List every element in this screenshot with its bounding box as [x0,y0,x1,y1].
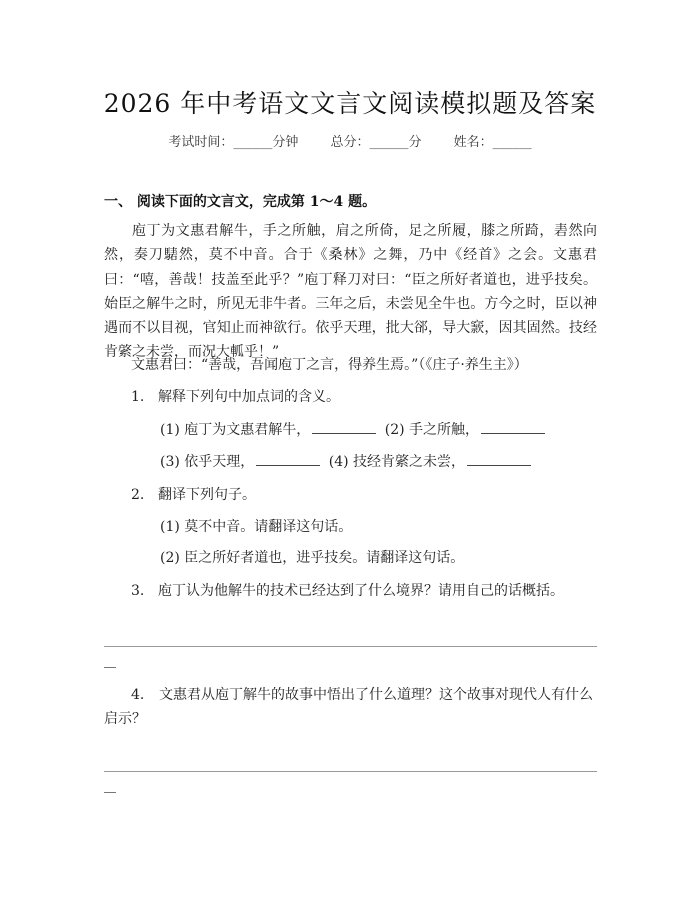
item-label: (4) [328,454,349,470]
answer-blank[interactable] [312,420,376,434]
question-text: 文惠君从庖丁解牛的故事中悟出了什么道理？这个故事对现代人有什么启示？ [104,687,593,727]
passage-conclusion: 文惠君曰：“善哉，吾闻庖丁之言，得养生焉。”（《庄子·养生主》） [131,357,528,373]
exam-score-field: 总分：______分 [330,135,422,150]
answer-line-continuation [104,667,116,668]
answer-blank[interactable] [481,420,545,434]
page-title: 2026 年中考语文文言文阅读模拟题及答案 [103,89,597,118]
answer-line[interactable] [104,771,597,772]
section-heading: 一、 阅读下面的文言文，完成第 1～4 题。 [104,194,377,210]
exam-name-field: 姓名：______ [453,135,532,150]
exam-meta [0,131,700,150]
question-number: 2. [131,487,145,503]
answer-line[interactable] [104,646,597,647]
question-2 [131,485,256,505]
item-text: 技经肯綮之未尝， [353,454,466,470]
question-1-row-2 [160,452,535,472]
item-text: 手之所触， [409,422,480,438]
item-text: 莫不中音。请翻译这句话。 [184,519,353,535]
question-number: 3. [131,583,145,599]
item-text: 臣之所好者道也，进乎技矣。请翻译这句话。 [184,550,465,566]
item-label: (1) [160,519,180,535]
question-3 [131,581,564,601]
answer-blank[interactable] [256,452,320,466]
question-2-item-2 [160,548,464,568]
item-text: 依乎天理， [184,454,255,470]
item-text: 庖丁为文惠君解牛， [184,422,311,438]
item-label: (2) [160,550,180,566]
question-2-item-1 [160,517,352,537]
question-text: 解释下列句中加点词的含义。 [158,389,340,405]
question-1 [131,387,340,407]
classical-passage: 庖丁为文惠君解牛，手之所触，肩之所倚，足之所履，膝之所踦，砉然向然，奏刀騞然，莫不中音。合于《桑林》之舞，乃中《经首》之会。文惠君曰：“嘻，善哉！技盖至此乎？”庖丁释刀对曰：“臣之所好者道也，进乎技矣。始臣之解牛之时，所见无非牛者。三年之后，未尝见全牛也。方今之时，臣以神遇而不以目视，官知止而神欲行。依乎天理，批大郤，导大窾，因其固然。技经肯綮之未尝，而况大軱乎！” [104,223,597,361]
item-label: (2) [384,422,405,438]
item-label: (3) [160,454,180,470]
question-text: 庖丁认为他解牛的技术已经达到了什么境界？请用自己的话概括。 [158,583,564,599]
question-4 [104,683,597,731]
exam-time-field: 考试时间：______分钟 [168,135,299,150]
question-text: 翻译下列句子。 [158,487,256,503]
item-label: (1) [160,422,180,438]
answer-line-continuation [104,792,116,793]
question-1-row-1 [160,420,549,440]
answer-blank[interactable] [467,452,531,466]
question-number: 1. [131,389,145,405]
question-number: 4. [131,687,145,703]
